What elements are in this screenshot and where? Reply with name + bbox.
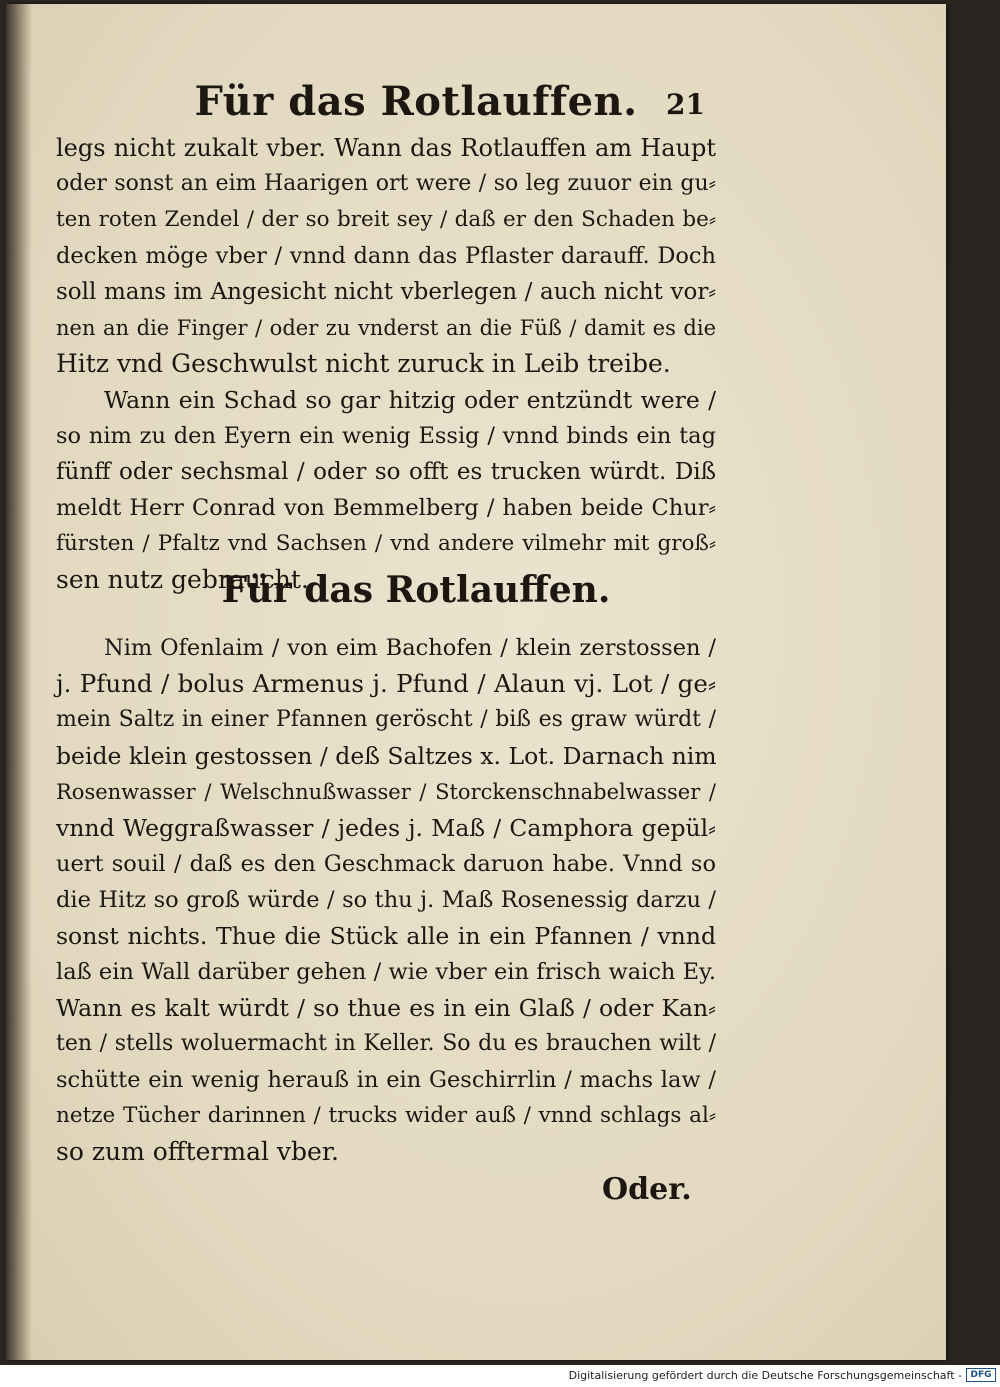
text-line: legs nicht zukalt vber. Wann das Rotlauffen am Haupt bbox=[56, 134, 716, 162]
running-head: Für das Rotlauffen. bbox=[194, 78, 638, 125]
funding-notice: Digitalisierung gefördert durch die Deutsche Forschungsgemeinschaft - bbox=[568, 1369, 962, 1382]
section-heading: Für das Rotlauffen. bbox=[221, 569, 611, 611]
page-gutter bbox=[6, 4, 32, 1360]
text-line: Wann es kalt würdt / so thue es in ein Glaß / oder Kan⸗ bbox=[56, 994, 716, 1022]
text-line: so zum offtermal vber. bbox=[56, 1137, 339, 1166]
text-line: beide klein gestossen / deß Saltzes x. Lot. Darnach nim bbox=[56, 742, 717, 770]
text-line: ten roten Zendel / der so breit sey / daß er den Schaden be⸗ bbox=[56, 207, 716, 232]
book-page bbox=[6, 4, 946, 1360]
text-line: Wann ein Schad so gar hitzig oder entzündt were / bbox=[104, 386, 716, 414]
text-line: sonst nichts. Thue die Stück alle in ein Pfannen / vnnd bbox=[56, 922, 716, 950]
text-line: Rosenwasser / Welschnußwasser / Storckenschnabelwasser / bbox=[56, 780, 716, 804]
text-line: vnnd Weggraßwasser / jedes j. Maß / Camphora gepül⸗ bbox=[56, 814, 716, 842]
text-line: Hitz vnd Geschwulst nicht zuruck in Leib treibe. bbox=[56, 349, 671, 378]
text-line: laß ein Wall darüber gehen / wie vber ein frisch waich Ey. bbox=[56, 959, 716, 985]
text-line: Nim Ofenlaim / von eim Bachofen / klein zerstossen / bbox=[104, 635, 716, 661]
text-line: netze Tücher darinnen / trucks wider auß / vnnd schlags al⸗ bbox=[56, 1103, 716, 1128]
text-line: schütte ein wenig herauß in ein Geschirrlin / machs law / bbox=[56, 1067, 716, 1093]
page-number: 21 bbox=[666, 88, 705, 121]
text-line: oder sonst an eim Haarigen ort were / so leg zuuor ein gu⸗ bbox=[56, 171, 716, 196]
catchword: Oder. bbox=[602, 1172, 692, 1207]
dfg-logo-icon: DFG bbox=[966, 1368, 996, 1382]
footer-bar bbox=[0, 1365, 1000, 1387]
text-line: soll mans im Angesicht nicht vberlegen / auch nicht vor⸗ bbox=[56, 279, 716, 305]
text-line: nen an die Finger / oder zu vnderst an die Füß / damit es die bbox=[56, 316, 716, 340]
text-line: die Hitz so groß würde / so thu j. Maß Rosenessig darzu / bbox=[56, 887, 716, 913]
text-line: so nim zu den Eyern ein wenig Essig / vnnd binds ein tag bbox=[56, 423, 716, 449]
text-line: mein Saltz in einer Pfannen geröscht / biß es graw würdt / bbox=[56, 707, 716, 732]
text-line: fürsten / Pfaltz vnd Sachsen / vnd andere vilmehr mit groß⸗ bbox=[56, 531, 716, 556]
text-line: ten / stells woluermacht in Keller. So du es brauchen wilt / bbox=[56, 1031, 716, 1056]
text-line: decken möge vber / vnnd dann das Pflaster darauff. Doch bbox=[56, 243, 716, 269]
text-line: sen nutz gebraucht. bbox=[56, 565, 309, 594]
text-line: fünff oder sechsmal / oder so offt es trucken würdt. Diß bbox=[56, 459, 716, 485]
text-line: uert souil / daß es den Geschmack daruon habe. Vnnd so bbox=[56, 851, 716, 877]
text-line: meldt Herr Conrad von Bemmelberg / haben beide Chur⸗ bbox=[56, 495, 716, 521]
text-line: j. Pfund / bolus Armenus j. Pfund / Alaun vj. Lot / ge⸗ bbox=[56, 669, 716, 698]
